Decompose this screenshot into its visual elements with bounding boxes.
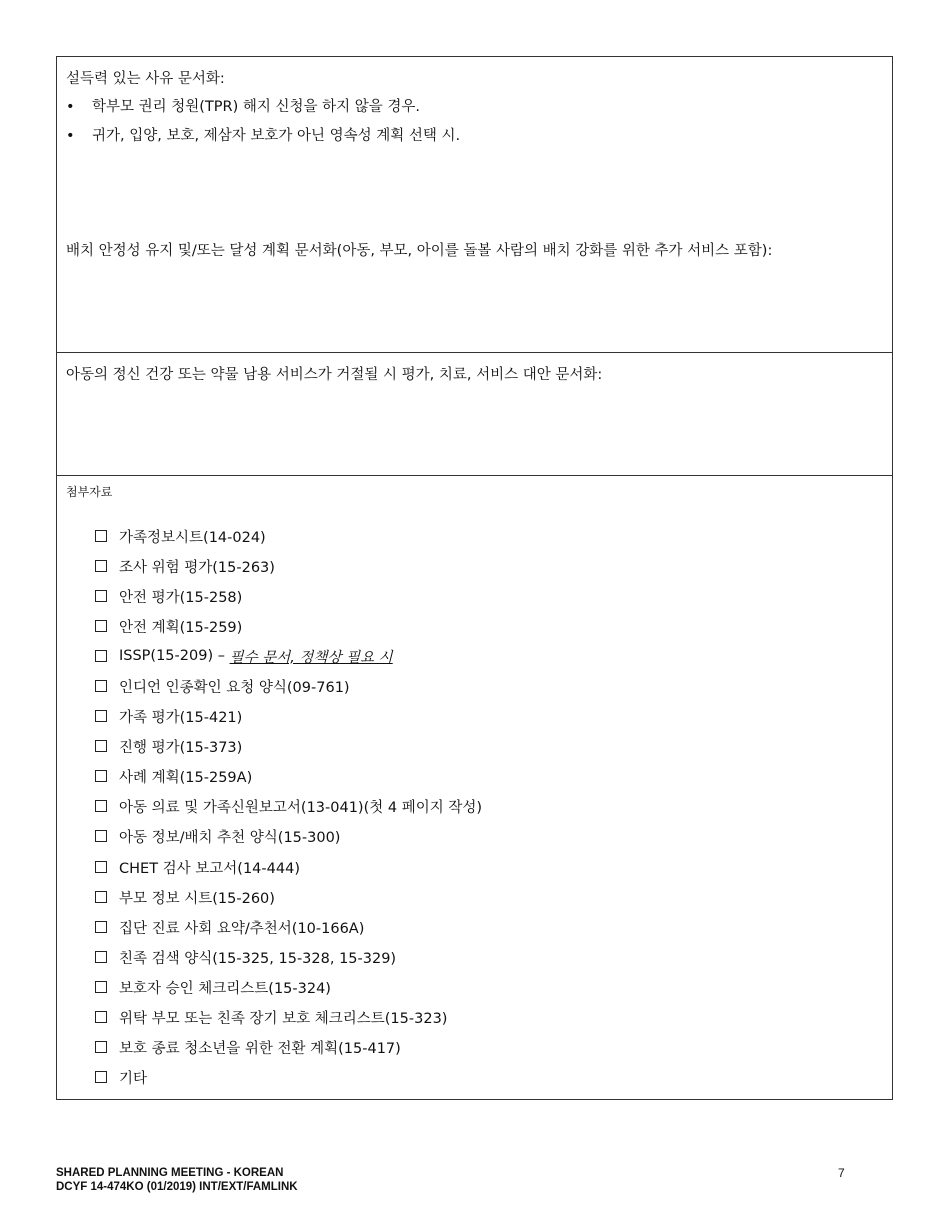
attachment-item[interactable] xyxy=(95,736,242,756)
bullet-icon: • xyxy=(66,99,75,115)
attachment-label: 안전 계획(15-259) xyxy=(119,619,243,636)
checkbox[interactable] xyxy=(95,1041,107,1053)
form-frame xyxy=(56,56,893,1100)
attachment-label: 인디언 인종확인 요청 양식(09-761) xyxy=(119,679,350,696)
attachment-item[interactable] xyxy=(95,947,396,967)
attachment-item[interactable] xyxy=(95,766,252,786)
attachment-item[interactable] xyxy=(95,917,364,937)
attachment-item[interactable] xyxy=(95,796,482,816)
bullet-text: 학부모 권리 청원(TPR) 해지 신청을 하지 않을 경우. xyxy=(92,99,420,115)
attachment-label: 진행 평가(15-373) xyxy=(119,739,243,756)
mental-health-heading: 아동의 정신 건강 또는 약물 남용 서비스가 거절될 시 평가, 치료, 서비스 대안 문서화: xyxy=(66,367,603,383)
checkbox[interactable] xyxy=(95,560,107,572)
attachment-label: 사례 계획(15-259A) xyxy=(119,769,253,786)
attachment-label: 가족 평가(15-421) xyxy=(119,709,243,726)
attachment-label: 아동 의료 및 가족신원보고서(13-041)(첫 4 페이지 작성) xyxy=(119,799,482,816)
attachment-label: 아동 정보/배치 추천 양식(15-300) xyxy=(119,829,341,846)
bullet-text: 귀가, 입양, 보호, 제삼자 보호가 아닌 영속성 계획 선택 시. xyxy=(92,128,461,144)
good-cause-heading: 설득력 있는 사유 문서화: xyxy=(66,71,225,87)
checkbox[interactable] xyxy=(95,921,107,933)
divider xyxy=(57,475,892,476)
attachment-label: 보호 종료 청소년을 위한 전환 계획(15-417) xyxy=(119,1040,401,1057)
attachment-item[interactable] xyxy=(95,706,242,726)
checkbox[interactable] xyxy=(95,740,107,752)
checkbox[interactable] xyxy=(95,1011,107,1023)
attachment-item[interactable] xyxy=(95,1007,447,1027)
attachment-item[interactable] xyxy=(95,646,393,666)
attachment-label: ISSP(15-209) – xyxy=(119,648,225,664)
checkbox[interactable] xyxy=(95,710,107,722)
bullet-item xyxy=(66,95,420,116)
attachment-label: 친족 검색 양식(15-325, 15-328, 15-329) xyxy=(119,950,397,967)
checkbox[interactable] xyxy=(95,830,107,842)
attachment-item[interactable] xyxy=(95,526,266,546)
attachment-label: CHET 검사 보고서(14-444) xyxy=(119,860,300,877)
attachment-label: 부모 정보 시트(15-260) xyxy=(119,890,275,907)
footer-form-id xyxy=(56,1166,298,1194)
attachment-item[interactable] xyxy=(95,887,275,907)
bullet-icon: • xyxy=(66,128,75,144)
page-number: 7 xyxy=(838,1166,845,1180)
checkbox[interactable] xyxy=(95,530,107,542)
checkbox[interactable] xyxy=(95,620,107,632)
bullet-item xyxy=(66,124,460,145)
checkbox[interactable] xyxy=(95,650,107,662)
attachment-item[interactable] xyxy=(95,977,331,997)
checkbox[interactable] xyxy=(95,951,107,963)
footer-code: DCYF 14-474KO (01/2019) INT/EXT/FAMLINK xyxy=(56,1181,298,1193)
placement-stability-heading: 배치 안정성 유지 및/또는 달성 계획 문서화(아동, 부모, 아이를 돌볼 사람의 배치 강화를 위한 추가 서비스 포함): xyxy=(66,243,773,259)
attachment-item[interactable] xyxy=(95,556,275,576)
divider xyxy=(57,352,892,353)
attachment-item[interactable] xyxy=(95,1067,147,1087)
divider xyxy=(892,263,893,353)
attachment-item[interactable] xyxy=(95,676,350,696)
checkbox[interactable] xyxy=(95,1071,107,1083)
attachment-label: 가족정보시트(14-024) xyxy=(119,529,266,546)
footer-title: SHARED PLANNING MEETING - KOREAN xyxy=(56,1167,284,1179)
checkbox[interactable] xyxy=(95,680,107,692)
attachment-label: 안전 평가(15-258) xyxy=(119,589,243,606)
checkbox[interactable] xyxy=(95,861,107,873)
attachment-item[interactable] xyxy=(95,616,242,636)
attachment-label: 조사 위험 평가(15-263) xyxy=(119,559,275,576)
attachments-heading: 첨부자료 xyxy=(66,485,113,499)
attachment-label: 집단 진료 사회 요약/추천서(10-166A) xyxy=(119,920,365,937)
checkbox[interactable] xyxy=(95,800,107,812)
checkbox[interactable] xyxy=(95,891,107,903)
attachment-label: 위탁 부모 또는 친족 장기 보호 체크리스트(15-323) xyxy=(119,1010,448,1027)
checkbox[interactable] xyxy=(95,981,107,993)
checkbox[interactable] xyxy=(95,590,107,602)
attachment-item[interactable] xyxy=(95,1037,401,1057)
issp-note: 필수 문서, 정책상 필요 시 xyxy=(229,649,393,666)
attachment-label: 기타 xyxy=(119,1070,148,1087)
checkbox[interactable] xyxy=(95,770,107,782)
attachment-item[interactable] xyxy=(95,826,340,846)
attachment-item[interactable] xyxy=(95,586,242,606)
attachment-label: 보호자 승인 체크리스트(15-324) xyxy=(119,980,331,997)
attachment-item[interactable] xyxy=(95,857,300,877)
